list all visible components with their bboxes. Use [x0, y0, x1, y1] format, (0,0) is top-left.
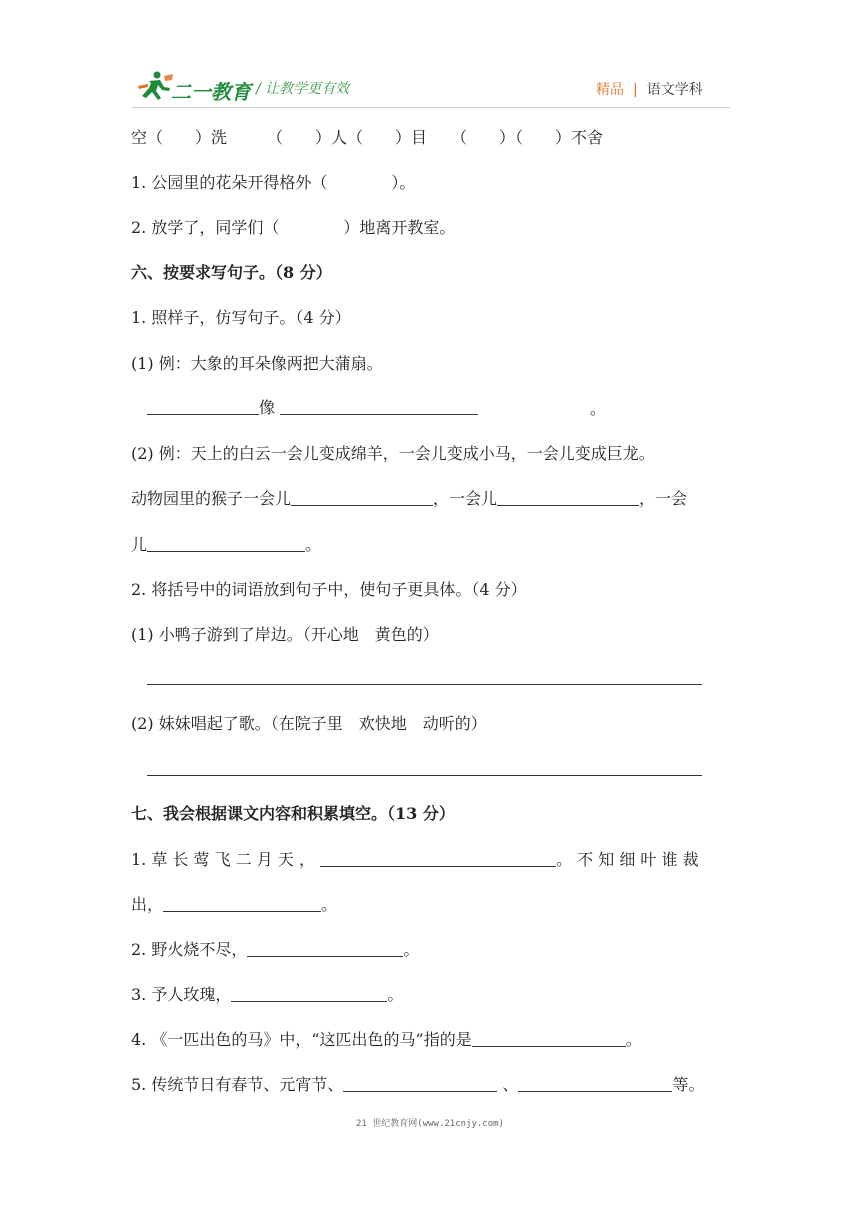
poem-line [131, 894, 337, 916]
example-line: (1) 例：大象的耳朵像两把大蒲扇。 [131, 354, 383, 373]
answer-text: 出， [131, 895, 164, 914]
answer-text: 等。 [672, 1075, 705, 1094]
running-man-icon [136, 71, 174, 101]
answer-blank[interactable] [163, 895, 321, 912]
word-fill-line: 空（ ）洗 （ ）人（ ）目 （ ）（ ）不舍 [131, 128, 604, 147]
answer-text: ，一会儿 [433, 489, 498, 508]
answer-line [131, 534, 321, 556]
answer-text: 。 不 知 细 叶 谁 裁 [556, 850, 699, 869]
answer-text: 3. 予人玫瑰， [131, 985, 232, 1004]
subject-tag [596, 79, 703, 99]
answer-text: 2. 野火烧不尽， [131, 940, 248, 959]
answer-blank[interactable] [291, 489, 433, 506]
answer-text: 。 [305, 535, 322, 554]
brand-logo-text: 二一教育 [171, 80, 251, 104]
subject-label: 语文学科 [646, 82, 703, 98]
answer-text: 。 [387, 985, 404, 1004]
answer-text: 1. 草 长 莺 飞 二 月 天 ， [131, 850, 315, 869]
answer-text: 5. 传统节日有春节、元宵节、 [131, 1075, 344, 1094]
poem-line [131, 849, 699, 871]
section-title: 六、按要求写句子。（8 分） [131, 263, 332, 282]
answer-text: 动物园里的猴子一会儿 [131, 489, 292, 508]
answer-blank[interactable] [231, 985, 387, 1002]
question-line: 1. 照样子，仿写句子。（4 分） [131, 308, 351, 327]
answer-text: 。 [403, 940, 420, 959]
poem-line [131, 939, 419, 961]
answer-text: 儿 [131, 535, 148, 554]
page-footer: 21 世纪教育网(www.21cnjy.com) [356, 1119, 504, 1129]
answer-blank[interactable] [343, 1075, 497, 1092]
answer-text: 像 [259, 398, 276, 417]
example-line: (2) 例：天上的白云一会儿变成绵羊，一会儿变成小马，一会儿变成巨龙。 [131, 444, 655, 463]
answer-blank[interactable] [147, 775, 702, 776]
answer-blank[interactable] [147, 398, 259, 415]
question-line: (1) 小鸭子游到了岸边。（开心地 黄色的） [131, 625, 439, 644]
question-line: (2) 妹妹唱起了歌。（在院子里 欢快地 动听的） [131, 714, 487, 733]
answer-text: 4. 《一匹出色的马》中，“这匹出色的马”指的是 [131, 1030, 472, 1049]
answer-text: 、 [502, 1075, 519, 1094]
answer-text: 。 [321, 895, 338, 914]
answer-line [131, 488, 687, 510]
brand-slogan: / 让教学更有效 [256, 81, 350, 97]
page-header [0, 0, 860, 112]
divider: | [633, 82, 638, 98]
answer-blank[interactable] [320, 850, 556, 867]
answer-blank[interactable] [280, 398, 478, 415]
question-line: 1. 公园里的花朵开得格外（ ）。 [131, 173, 416, 192]
answer-blank[interactable] [147, 535, 305, 552]
answer-text: 。 [625, 1030, 642, 1049]
answer-blank[interactable] [472, 1030, 626, 1047]
answer-line [147, 397, 478, 419]
header-rule [132, 107, 730, 108]
answer-blank[interactable] [518, 1075, 672, 1092]
poem-line [131, 1074, 704, 1096]
premium-label: 精品 [596, 82, 624, 98]
answer-text: ，一会 [639, 489, 688, 508]
answer-end: 。 [590, 399, 607, 418]
answer-blank[interactable] [247, 940, 403, 957]
answer-blank[interactable] [497, 489, 639, 506]
poem-line [131, 984, 403, 1006]
question-line: 2. 放学了，同学们（ ）地离开教室。 [131, 218, 456, 237]
section-title: 七、我会根据课文内容和积累填空。（13 分） [131, 804, 455, 823]
answer-blank[interactable] [147, 684, 702, 685]
question-line: 2. 将括号中的词语放到句子中，使句子更具体。（4 分） [131, 580, 527, 599]
poem-line [131, 1029, 642, 1051]
